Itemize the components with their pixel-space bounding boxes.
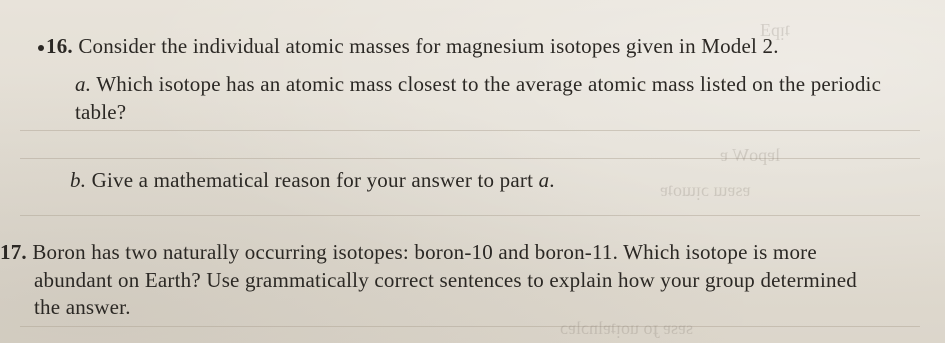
part-text-end: . xyxy=(549,168,555,192)
bleed-through-text: sɐsɐ ɟo uoᴉʇɐlnɔlɐɔ xyxy=(560,318,693,338)
bleed-through-text: ʇᴉpƎ xyxy=(760,20,790,40)
question-number: 17. xyxy=(0,240,27,264)
question-16-prompt xyxy=(38,34,779,59)
part-label: b. xyxy=(70,168,87,192)
question-17-line2 xyxy=(34,268,857,293)
question-text: the answer. xyxy=(34,295,131,319)
bleed-through-text: lɐpoW ɐ xyxy=(720,145,781,165)
question-16a-line2 xyxy=(75,100,126,125)
part-text: table? xyxy=(75,100,127,124)
question-16b xyxy=(70,168,555,193)
bullet-dot-icon xyxy=(38,45,44,51)
ruled-line xyxy=(20,130,920,131)
question-17-line3 xyxy=(34,295,131,320)
question-16a-line1 xyxy=(75,72,881,97)
part-label: a. xyxy=(75,72,92,96)
ruled-line xyxy=(20,215,920,216)
question-text: abundant on Earth? Use grammatically correct sentences to explain how your group determined xyxy=(34,268,857,292)
question-text: Consider the individual atomic masses for magnesium isotopes given in Model 2. xyxy=(78,34,779,58)
bleed-through-text: ɐsɐɯ ɔᴉɯoʇɐ xyxy=(660,180,751,200)
part-text: Which isotope has an atomic mass closest to the average atomic mass listed on the periodic xyxy=(96,72,882,96)
question-number: 16. xyxy=(46,34,73,58)
part-text: Give a mathematical reason for your answer to part xyxy=(91,168,539,192)
ruled-line xyxy=(20,326,920,327)
ruled-line xyxy=(20,158,920,159)
question-text: Boron has two naturally occurring isotopes: boron-10 and boron-11. Which isotope is more xyxy=(32,240,817,264)
question-17-line1 xyxy=(0,240,817,265)
part-reference: a xyxy=(538,168,550,192)
